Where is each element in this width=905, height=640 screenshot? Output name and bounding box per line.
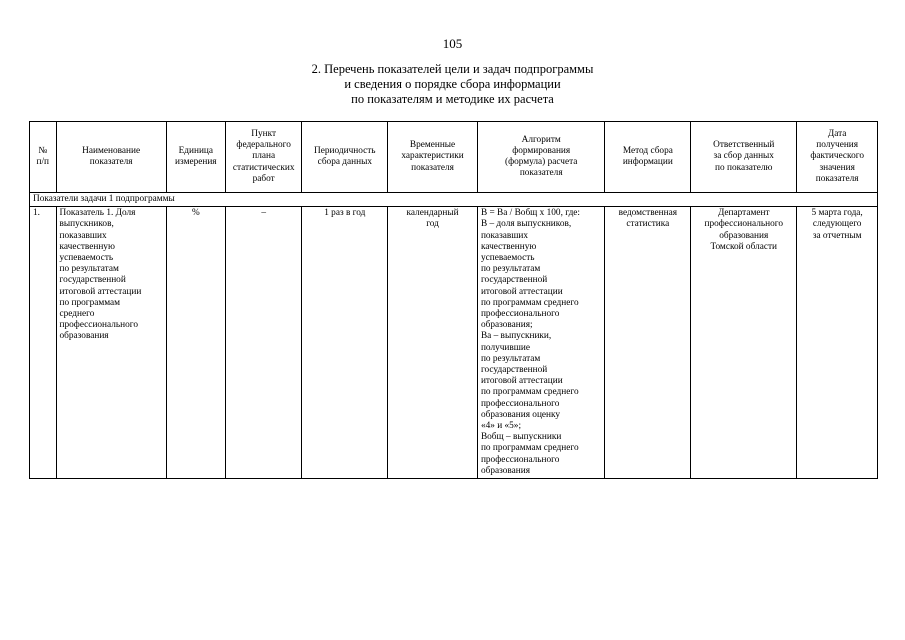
cell-line: календарный [406,208,459,219]
header-line: п/п [36,157,50,167]
cell-algorithm [477,207,605,479]
column-header [691,122,797,193]
header-line: показателя [815,173,859,184]
header-line: фактического [810,151,864,162]
cell-line: профессионального [480,309,560,320]
header-line: информации [622,157,673,167]
header-line: статистических [232,162,295,173]
cell-line: по программам среднего [480,297,579,308]
indicators-table [29,121,878,479]
title-line: по показателям и методике их расчета [351,92,554,106]
cell-line: 5 марта года, [811,208,863,219]
cell-line: образования оценку [480,409,561,420]
cell-plan-item: – [225,207,302,479]
title-line: 2. Перечень показателей цели и задач подпрограммы [311,62,594,76]
page-number: 105 [442,36,463,51]
cell-collection-method [605,207,691,479]
header-line: за сбор данных [713,151,774,162]
cell-line: следующего [812,219,862,230]
header-line: Единица [178,145,214,156]
header-line: получения [816,140,859,151]
column-header [56,122,166,193]
title-line: и сведения о порядке сбора информации [344,77,561,91]
cell-responsible [691,207,797,479]
cell-line: показавших [480,230,529,241]
section-title: Показатели задачи 1 подпрограммы [30,193,878,207]
header-line: Временные [409,140,456,151]
header-line: измерения [175,157,217,167]
cell-line: профессионального [704,219,783,230]
header-line: Дата [827,128,847,139]
cell-line: среднего [59,309,95,320]
column-header [225,122,302,193]
cell-line: год [426,219,439,230]
header-line: сбора данных [317,157,372,167]
cell-line: успеваемость [59,253,114,264]
header-line: Ответственный [713,140,775,151]
cell-line: по программам [59,297,121,308]
cell-line: Томской области [710,241,778,252]
header-line: № [38,145,48,156]
cell-line: образования; [480,320,533,331]
cell-line: образования [59,331,109,342]
header-line: Периодичность [314,145,376,156]
header-line: работ [252,173,275,184]
cell-line: по результатам [480,353,541,364]
cell-line: профессионального [480,454,560,465]
cell-line: статистика [626,219,670,230]
cell-line: успеваемость [480,253,535,264]
cell-line: по результатам [59,264,119,275]
cell-line: профессионального [59,320,138,331]
header-line: показателя [519,168,563,179]
header-line: показателя [89,157,133,167]
cell-line: показавших [59,230,107,241]
cell-line: профессионального [480,398,560,409]
cell-line: образования [719,230,769,241]
cell-periodicity: 1 раз в год [302,207,388,479]
cell-line: по программам среднего [480,387,579,398]
cell-line: государственной [59,275,126,286]
column-header [302,122,388,193]
section-row [30,193,878,207]
table-header-row [30,122,878,193]
cell-indicator-name [56,207,166,479]
header-line: федерального [236,140,291,151]
cell-line: ведомственная [618,208,678,219]
cell-line: государственной [480,365,548,376]
cell-line: по результатам [480,264,541,275]
column-header [605,122,691,193]
cell-line: Ва – выпускники, [480,331,552,342]
header-line: (формула) расчета [505,157,578,167]
cell-line: по программам среднего [480,443,579,454]
header-line: плана [252,151,276,162]
header-line: Наименование [82,145,141,156]
header-line: показателя [411,162,454,173]
cell-line: Вобщ – выпускники [480,432,562,443]
column-header [388,122,478,193]
table-row [30,207,878,479]
cell-unit: % [166,207,225,479]
column-header [166,122,225,193]
cell-line: получившие [480,342,531,353]
cell-line: образования [480,465,530,476]
cell-line: итоговой аттестации [480,376,563,387]
cell-line: государственной [480,275,548,286]
cell-line: В = Ва / Вобщ х 100, где: [480,208,581,219]
cell-line: выпускников, [59,219,114,230]
header-line: Метод сбора [622,145,673,156]
cell-line: «4» и «5»; [480,421,522,432]
cell-date [797,207,878,479]
header-line: значения [819,162,855,173]
column-header [477,122,605,193]
cell-num: 1. [30,207,57,479]
cell-line: итоговой аттестации [480,286,563,297]
header-line: формирования [512,145,571,156]
header-line: Алгоритм [521,134,561,145]
header-line: характеристики [401,151,464,162]
header-line: Пункт [251,128,277,139]
cell-line: В – доля выпускников, [480,219,572,230]
cell-line: качественную [480,241,537,252]
document-title [0,62,905,107]
cell-time-characteristics [388,207,478,479]
cell-line: итоговой аттестации [59,286,142,297]
cell-line: Департамент [717,208,770,219]
header-line: по показателю [715,162,773,173]
cell-line: за отчетным [812,230,862,241]
column-header [797,122,878,193]
cell-line: качественную [59,241,115,252]
column-header [30,122,57,193]
cell-line: Показатель 1. Доля [59,208,136,219]
